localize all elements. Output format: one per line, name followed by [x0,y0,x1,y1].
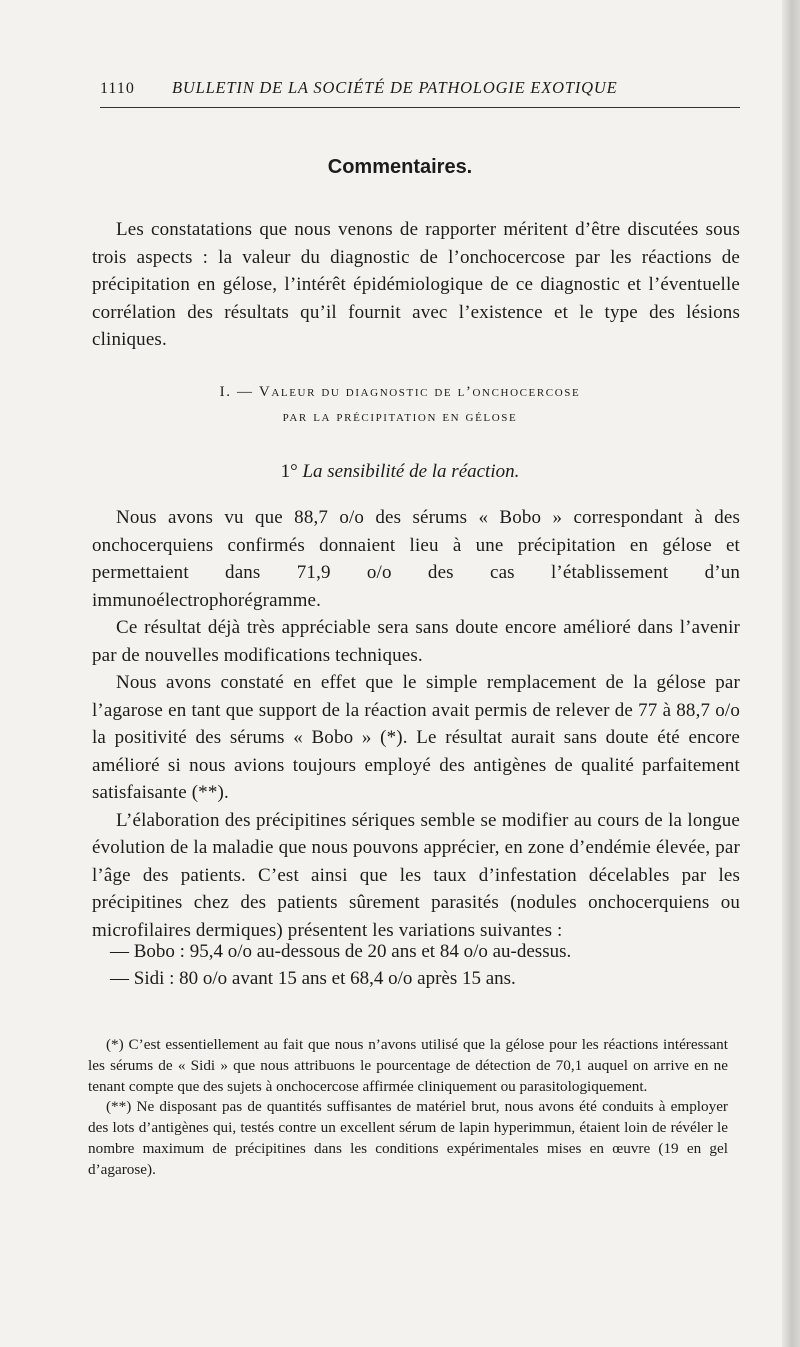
paragraph: L’élaboration des précipitines sériques semble se modifier au cours de la longue évolution de la maladie que nous pouvons apprécier, en zone d’endémie élevée, par l’âge des patients. C’est ainsi que les taux d’infestation décelables par les précipitines chez des patients sûrement parasités (nodules onchocerquiens ou microfilaires dermiques) présentent les variations suivantes : [92,809,740,941]
part-roman: I. — [219,384,254,400]
part-heading-text1: Valeur du diagnostic de l’onchocercose [258,384,581,400]
part-heading-text2: par la précipitation en gélose [282,409,518,425]
part-heading-line1 [0,384,800,401]
page-number: 1110 [100,80,135,97]
journal-title: BULLETIN DE LA SOCIÉTÉ DE PATHOLOGIE EXOTIQUE [172,78,618,97]
subsection-title: La sensibilité de la réaction. [302,461,520,482]
part-heading-line2 [0,409,800,426]
footnote-2: (**) Ne disposant pas de quantités suffisantes de matériel brut, nous avons été conduits à employer des lots d’antigènes qui, testés contre un excellent sérum de lapin hyperimmun, étaient loin de révéler le nombre maximum de précipitines dans les conditions expérimentales mises en œuvre (19 en gel d’agarose). [88,1098,728,1178]
intro-text: Les constatations que nous venons de rapporter méritent d’être discutées sous trois aspects : la valeur du diagnostic de l’onchocercose par les réactions de précipitation en gélose, l’intérêt épidémiologique de ce diagnostic et l’éventuelle corrélation des résultats qu’il fournit avec l’existence et le type des lésions cliniques. [92,219,740,350]
header-rule [100,107,740,108]
section-title: Commentaires. [327,156,473,178]
running-header [100,78,740,102]
paragraph: Ce résultat déjà très appréciable sera sans doute encore amélioré dans l’avenir par de nouvelles modifications techniques. [92,617,740,666]
subsection-number: 1° [280,461,298,482]
footnote-1: (*) C’est essentiellement au fait que nous n’avons utilisé que la gélose pour les réactions intéressant les sérums de « Sidi » que nous attribuons le pourcentage de détection de 70,1 auquel on arrive en ne tenant compte que des sujets à onchocercose affirmée cliniquement ou parasitologiquement. [88,1036,728,1095]
subsection-heading [0,461,800,483]
list-item-bobo: — Bobo : 95,4 o/o au-dessous de 20 ans et 84 o/o au-dessus. [110,941,572,962]
list-item-sidi: — Sidi : 80 o/o avant 15 ans et 68,4 o/o après 15 ans. [110,968,516,989]
paragraph: Nous avons vu que 88,7 o/o des sérums « Bobo » correspondant à des onchocerquiens confirmés donnaient lieu à une précipitation en gélose et permettaient dans 71,9 o/o des cas l’établissement d’un immunoélectrophorégramme. [92,507,740,611]
footnotes [88,1035,728,1181]
page-edge-shadow [782,0,800,1347]
body-paragraphs [92,504,740,944]
intro-paragraph [92,216,740,354]
paragraph: Nous avons constaté en effet que le simple remplacement de la gélose par l’agarose en tant que support de la réaction avait permis de relever de 77 à 88,7 o/o la positivité des sérums « Bobo » (*). Le résultat aurait sans doute été encore amélioré si nous avions toujours employé des antigènes de qualité parfaitement satisfaisante (**). [92,672,740,803]
